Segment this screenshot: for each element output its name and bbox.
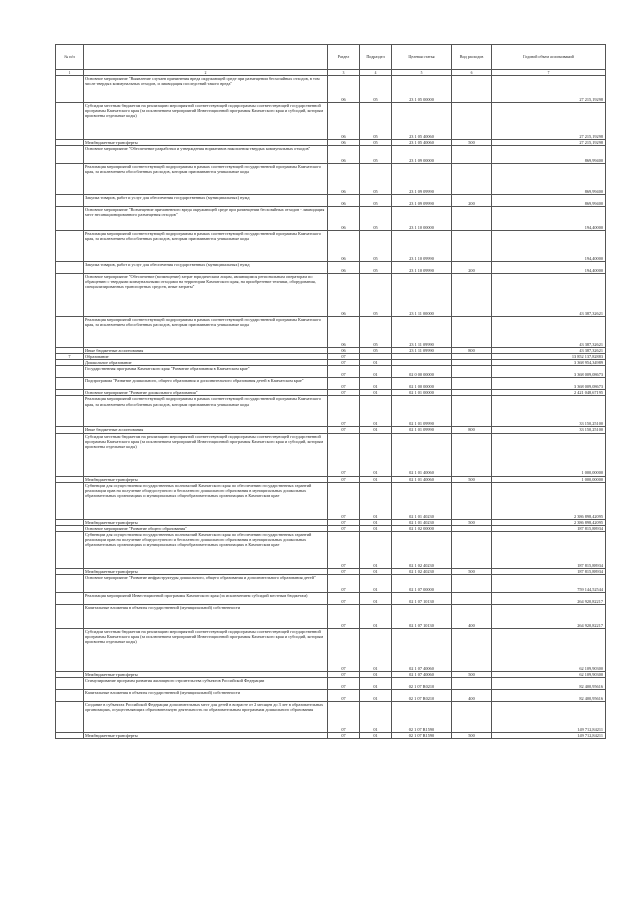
row-description: Подпрограмма "Развитие дошкольного, общего образования и дополнительного образования детей в Камчатском крае" xyxy=(84,378,328,390)
row-summa: 759 144,52544 xyxy=(492,574,606,592)
row-summa: 43 387,32621 xyxy=(492,317,606,348)
row-razdel: 07 xyxy=(328,476,360,482)
row-summa: 3 368 009,08673 xyxy=(492,378,606,390)
row-podrazdel: 05 xyxy=(360,317,392,348)
row-celevaya: 02 1 01 00000 xyxy=(392,390,452,396)
row-vid xyxy=(452,231,492,262)
colnum: 7 xyxy=(492,70,606,76)
table-row xyxy=(56,146,606,164)
row-vid xyxy=(452,317,492,348)
table-row xyxy=(56,592,606,604)
row-vid xyxy=(452,103,492,140)
row-description: Межбюджетные трансферты xyxy=(84,568,328,574)
table-row xyxy=(56,366,606,378)
row-summa: 264 920,82217 xyxy=(492,592,606,604)
table-row xyxy=(56,317,606,348)
row-vid xyxy=(452,482,492,519)
row-vid xyxy=(452,378,492,390)
row-celevaya: 02 1 01 09990 xyxy=(392,396,452,427)
row-number xyxy=(56,531,84,568)
row-summa: 3 368 009,08673 xyxy=(492,366,606,378)
row-number: 7 xyxy=(56,354,84,360)
row-description: Государственная программа Камчатского края "Развитие образования в Камчатском крае" xyxy=(84,366,328,378)
row-description: Основное мероприятие "Развитие общего образования" xyxy=(84,525,328,531)
row-podrazdel: 01 xyxy=(360,427,392,433)
row-vid: 500 xyxy=(452,733,492,739)
row-podrazdel: 01 xyxy=(360,360,392,366)
row-celevaya: 02 1 07 R1590 xyxy=(392,702,452,733)
row-vid xyxy=(452,366,492,378)
row-description: Субвенции для осуществления государственных полномочий Камчатского края по обеспечению государственных гарантий реализации прав на получение общедоступного и бесплатного дошкольного образования в муниципальных дошкольных образовательных организациях и муниципальных общеобразовательных организациях в Камчатском крае xyxy=(84,482,328,519)
row-podrazdel: 01 xyxy=(360,678,392,690)
row-description: Дошкольное образование xyxy=(84,360,328,366)
row-vid: 500 xyxy=(452,140,492,146)
row-description: Основное мероприятие "Возмещение причиненного вреда окружающей среде при размещении бесхозяйных отходов - ликвидация мест несанкционированного размещения отходов" xyxy=(84,207,328,231)
row-number xyxy=(56,678,84,690)
row-vid xyxy=(452,274,492,317)
row-vid xyxy=(452,207,492,231)
row-description: Субвенции для осуществления государственных полномочий Камчатского края по обеспечению государственных гарантий реализации прав на получение общедоступного и бесплатного дошкольного образования в муниципальных дошкольных образовательных организациях и муниципальных общеобразовательных организациях в Камчатском крае xyxy=(84,531,328,568)
row-number xyxy=(56,378,84,390)
row-number xyxy=(56,146,84,164)
row-podrazdel: 01 xyxy=(360,482,392,519)
row-description: Капитальные вложения в объекты государственной (муниципальной) собственности xyxy=(84,604,328,628)
table-row xyxy=(56,378,606,390)
row-podrazdel: 01 xyxy=(360,568,392,574)
row-razdel: 07 xyxy=(328,396,360,427)
table-row xyxy=(56,678,606,690)
row-razdel: 07 xyxy=(328,702,360,733)
row-description: Образование xyxy=(84,354,328,360)
row-podrazdel: 05 xyxy=(360,348,392,354)
row-summa: 869,99400 xyxy=(492,164,606,195)
row-number xyxy=(56,702,84,733)
row-celevaya: 02 1 01 40060 xyxy=(392,433,452,476)
row-summa: 194,40000 xyxy=(492,231,606,262)
row-summa: 82 400,95616 xyxy=(492,678,606,690)
row-razdel: 06 xyxy=(328,76,360,103)
colnum: 2 xyxy=(84,70,328,76)
row-razdel: 07 xyxy=(328,433,360,476)
row-razdel: 07 xyxy=(328,519,360,525)
row-vid xyxy=(452,574,492,592)
row-celevaya: 02 1 07 R1590 xyxy=(392,733,452,739)
row-number xyxy=(56,482,84,519)
row-vid: 200 xyxy=(452,262,492,274)
row-number xyxy=(56,396,84,427)
row-number xyxy=(56,574,84,592)
row-vid: 500 xyxy=(452,568,492,574)
row-number xyxy=(56,317,84,348)
row-vid xyxy=(452,678,492,690)
row-celevaya: 23 1 05 00000 xyxy=(392,76,452,103)
header-razdel: Раздел xyxy=(328,45,360,70)
table-row xyxy=(56,103,606,140)
row-number xyxy=(56,592,84,604)
row-podrazdel: 01 xyxy=(360,574,392,592)
row-celevaya: 02 1 07 R0210 xyxy=(392,678,452,690)
table-row xyxy=(56,690,606,702)
row-podrazdel: 01 xyxy=(360,476,392,482)
row-podrazdel: 01 xyxy=(360,525,392,531)
table-row xyxy=(56,433,606,476)
row-razdel: 07 xyxy=(328,592,360,604)
row-celevaya: 02 1 07 R0210 xyxy=(392,690,452,702)
row-summa: 194,40000 xyxy=(492,262,606,274)
row-razdel: 07 xyxy=(328,525,360,531)
row-vid: 400 xyxy=(452,604,492,628)
row-number xyxy=(56,604,84,628)
row-razdel: 06 xyxy=(328,317,360,348)
row-razdel: 07 xyxy=(328,690,360,702)
row-celevaya: 23 1 09 09990 xyxy=(392,195,452,207)
row-razdel: 07 xyxy=(328,628,360,671)
row-razdel: 07 xyxy=(328,360,360,366)
row-podrazdel: 05 xyxy=(360,140,392,146)
row-podrazdel: 01 xyxy=(360,390,392,396)
row-razdel: 07 xyxy=(328,568,360,574)
row-podrazdel: 05 xyxy=(360,103,392,140)
row-description: Субсидии местным бюджетам на реализацию мероприятий соответствующей подпрограммы соответствующей государственной программы Камчатского края (за исключением мероприятий Инвестиционной программы Камчатского края и субсидий, которым присвоены отдельные коды) xyxy=(84,433,328,476)
row-celevaya: 02 1 07 00000 xyxy=(392,574,452,592)
row-celevaya: 02 1 07 10130 xyxy=(392,592,452,604)
row-podrazdel: 05 xyxy=(360,207,392,231)
row-celevaya: 23 1 10 09990 xyxy=(392,262,452,274)
row-celevaya: 23 1 09 09990 xyxy=(392,164,452,195)
table-row xyxy=(56,702,606,733)
row-number xyxy=(56,231,84,262)
table-row xyxy=(56,604,606,628)
row-razdel: 06 xyxy=(328,195,360,207)
row-podrazdel: 05 xyxy=(360,164,392,195)
row-description: Реализация мероприятий соответствующей подпрограммы в рамках соответствующей государственной программы Камчатского края, за исключением обособленных расходов, которым присваиваются уникальные коды xyxy=(84,164,328,195)
row-podrazdel: 05 xyxy=(360,146,392,164)
row-vid xyxy=(452,396,492,427)
row-description: Стимулирование программ развития жилищного строительства субъектов Российской Федерации xyxy=(84,678,328,690)
row-description: Закупка товаров, работ и услуг для обеспечения государственных (муниципальных) нужд xyxy=(84,195,328,207)
row-razdel: 06 xyxy=(328,231,360,262)
row-summa: 43 387,32621 xyxy=(492,274,606,317)
row-summa: 27 215,19298 xyxy=(492,76,606,103)
row-vid xyxy=(452,76,492,103)
row-number xyxy=(56,262,84,274)
row-description: Иные бюджетные ассигнования xyxy=(84,348,328,354)
row-number xyxy=(56,433,84,476)
table-row xyxy=(56,482,606,519)
row-vid xyxy=(452,702,492,733)
row-summa: 187 815,88934 xyxy=(492,568,606,574)
row-podrazdel: 01 xyxy=(360,592,392,604)
row-razdel: 07 xyxy=(328,354,360,360)
row-celevaya: 02 1 02 00000 xyxy=(392,525,452,531)
table-row xyxy=(56,628,606,671)
row-razdel: 06 xyxy=(328,348,360,354)
row-number xyxy=(56,274,84,317)
row-number xyxy=(56,76,84,103)
row-podrazdel: 01 xyxy=(360,519,392,525)
row-number xyxy=(56,628,84,671)
row-celevaya: 23 1 10 09990 xyxy=(392,231,452,262)
row-razdel: 06 xyxy=(328,103,360,140)
row-description: Иные бюджетные ассигнования xyxy=(84,427,328,433)
row-number xyxy=(56,195,84,207)
row-summa: 82 400,95616 xyxy=(492,690,606,702)
row-summa: 13 852 137,82883 xyxy=(492,354,606,360)
row-podrazdel: 01 xyxy=(360,396,392,427)
row-podrazdel: 05 xyxy=(360,195,392,207)
row-summa: 3 368 954,34989 xyxy=(492,360,606,366)
table-body xyxy=(56,76,606,739)
row-razdel: 06 xyxy=(328,207,360,231)
row-summa: 869,99400 xyxy=(492,146,606,164)
row-celevaya: 02 1 01 40060 xyxy=(392,476,452,482)
row-razdel: 07 xyxy=(328,574,360,592)
row-celevaya: 02 1 02 40230 xyxy=(392,568,452,574)
row-podrazdel: 01 xyxy=(360,433,392,476)
colnum: 4 xyxy=(360,70,392,76)
row-description: Капитальные вложения в объекты государственной (муниципальной) собственности xyxy=(84,690,328,702)
row-summa: 149 712,84211 xyxy=(492,702,606,733)
row-description: Закупка товаров, работ и услуг для обеспечения государственных (муниципальных) нужд xyxy=(84,262,328,274)
table-row xyxy=(56,164,606,195)
row-razdel: 07 xyxy=(328,427,360,433)
row-summa: 187 815,88934 xyxy=(492,531,606,568)
row-description: Основное мероприятие "Выявление случаев причинения вреда окружающей среде при размещении бесхозяйных отходов, в том числе твердых коммунальных отходов, и ликвидация последствий такого вреда" xyxy=(84,76,328,103)
row-celevaya: 23 1 11 09990 xyxy=(392,348,452,354)
row-vid: 200 xyxy=(452,195,492,207)
table-row xyxy=(56,531,606,568)
row-description: Основное мероприятие "Развитие дошкольного образования" xyxy=(84,390,328,396)
row-description: Основное мероприятие "Развитие инфраструктуры дошкольного, общего образования и дополнительного образования детей" xyxy=(84,574,328,592)
table-row xyxy=(56,574,606,592)
row-razdel: 07 xyxy=(328,604,360,628)
row-description: Реализация мероприятий соответствующей подпрограммы в рамках соответствующей государственной программы Камчатского края, за исключением обособленных расходов, которым присваиваются уникальные коды xyxy=(84,317,328,348)
row-razdel: 07 xyxy=(328,531,360,568)
row-podrazdel: 01 xyxy=(360,378,392,390)
row-razdel: 07 xyxy=(328,482,360,519)
row-razdel: 07 xyxy=(328,378,360,390)
row-celevaya: 02 1 01 40230 xyxy=(392,482,452,519)
row-description: Основное мероприятие "Обеспечение разработки и утверждения нормативов накопления твердых коммунальных отходов" xyxy=(84,146,328,164)
row-celevaya: 02 1 01 09990 xyxy=(392,427,452,433)
row-vid xyxy=(452,146,492,164)
table-row xyxy=(56,396,606,427)
row-celevaya: 23 1 09 00000 xyxy=(392,146,452,164)
row-vid xyxy=(452,592,492,604)
row-razdel: 06 xyxy=(328,146,360,164)
colnum: 5 xyxy=(392,70,452,76)
header-row xyxy=(56,45,606,70)
row-celevaya: 02 1 02 40230 xyxy=(392,531,452,568)
row-razdel: 06 xyxy=(328,140,360,146)
row-number xyxy=(56,733,84,739)
row-celevaya: 02 1 01 40230 xyxy=(392,519,452,525)
row-description: Реализация мероприятий Инвестиционной программы Камчатского края (за исключением субсидий местным бюджетам) xyxy=(84,592,328,604)
row-razdel: 07 xyxy=(328,366,360,378)
row-number xyxy=(56,207,84,231)
row-vid xyxy=(452,628,492,671)
row-description: Реализация мероприятий соответствующей подпрограммы в рамках соответствующей государственной программы Камчатского края, за исключением обособленных расходов, которым присваиваются уникальные коды xyxy=(84,231,328,262)
row-summa: 33 150,25100 xyxy=(492,427,606,433)
row-podrazdel: 01 xyxy=(360,366,392,378)
header-name xyxy=(84,45,328,70)
row-razdel: 06 xyxy=(328,274,360,317)
table-row xyxy=(56,195,606,207)
row-vid xyxy=(452,433,492,476)
row-summa: 62 109,90300 xyxy=(492,671,606,677)
row-number xyxy=(56,366,84,378)
row-summa: 27 215,19298 xyxy=(492,140,606,146)
row-podrazdel: 01 xyxy=(360,702,392,733)
row-description: Межбюджетные трансферты xyxy=(84,733,328,739)
row-number xyxy=(56,690,84,702)
row-summa: 194,40000 xyxy=(492,207,606,231)
row-description: Субсидии местным бюджетам на реализацию мероприятий соответствующей подпрограммы соответствующей государственной программы Камчатского края (за исключением мероприятий Инвестиционной программы Камчатского края и субсидий, которым присвоены отдельные коды) xyxy=(84,103,328,140)
row-vid: 500 xyxy=(452,519,492,525)
row-celevaya: 02 1 07 10130 xyxy=(392,604,452,628)
row-podrazdel: 05 xyxy=(360,274,392,317)
row-summa: 62 109,90300 xyxy=(492,628,606,671)
row-vid: 800 xyxy=(452,348,492,354)
row-vid xyxy=(452,164,492,195)
table-row xyxy=(56,76,606,103)
row-summa: 869,99400 xyxy=(492,195,606,207)
row-summa: 43 387,32621 xyxy=(492,348,606,354)
row-celevaya: 23 1 05 40060 xyxy=(392,103,452,140)
row-summa: 2 386 898,42095 xyxy=(492,519,606,525)
row-vid: 500 xyxy=(452,671,492,677)
row-description: Основное мероприятие "Обеспечение (возмещение) затрат юридическим лицам, являющимся региональным операторам по обращению с твердыми коммунальными отходами на территории Камчатского края, на приобретение техники, оборудования, специализированных транспортных средств, иные затраты" xyxy=(84,274,328,317)
row-podrazdel: 01 xyxy=(360,604,392,628)
row-description: Субсидии местным бюджетам на реализацию мероприятий соответствующей подпрограммы соответствующей государственной программы Камчатского края (за исключением мероприятий Инвестиционной программы Камчатского края и субсидий, которым присвоены отдельные коды) xyxy=(84,628,328,671)
header-celevaya: Целевая статья xyxy=(392,45,452,70)
row-summa: 1 000,00000 xyxy=(492,476,606,482)
row-description: Межбюджетные трансферты xyxy=(84,140,328,146)
row-podrazdel: 01 xyxy=(360,628,392,671)
row-vid: 400 xyxy=(452,690,492,702)
budget-table xyxy=(55,44,606,739)
row-podrazdel: 01 xyxy=(360,531,392,568)
table-row xyxy=(56,262,606,274)
row-summa: 264 920,82217 xyxy=(492,604,606,628)
row-description: Межбюджетные трансферты xyxy=(84,519,328,525)
budget-sheet xyxy=(55,44,605,739)
row-celevaya: 23 1 05 40060 xyxy=(392,140,452,146)
row-podrazdel: 01 xyxy=(360,671,392,677)
row-podrazdel: 05 xyxy=(360,76,392,103)
row-summa: 27 215,19298 xyxy=(492,103,606,140)
row-vid xyxy=(452,531,492,568)
colnum: 6 xyxy=(452,70,492,76)
header-summa: Годовой объем ассигнований xyxy=(492,45,606,70)
row-vid: 800 xyxy=(452,427,492,433)
row-celevaya: 23 1 11 09990 xyxy=(392,317,452,348)
row-podrazdel: 01 xyxy=(360,690,392,702)
row-description: Межбюджетные трансферты xyxy=(84,671,328,677)
row-podrazdel: 05 xyxy=(360,231,392,262)
row-razdel: 07 xyxy=(328,390,360,396)
row-summa: 149 712,84211 xyxy=(492,733,606,739)
row-description: Межбюджетные трансферты xyxy=(84,476,328,482)
row-summa: 33 150,25100 xyxy=(492,396,606,427)
row-podrazdel: 05 xyxy=(360,262,392,274)
row-summa: 1 000,00000 xyxy=(492,433,606,476)
row-description: Создание в субъектах Российской Федерации дополнительных мест для детей в возрасте от 2 месяцев до 3 лет в образовательных организациях, осуществляющих образовательную деятельность по образовательным программам дошкольного образования xyxy=(84,702,328,733)
colnum: 1 xyxy=(56,70,84,76)
row-number xyxy=(56,103,84,140)
row-summa: 2 386 898,42095 xyxy=(492,482,606,519)
row-summa: 2 421 048,67195 xyxy=(492,390,606,396)
row-celevaya: 02 1 07 40060 xyxy=(392,628,452,671)
header-podrazdel: Подраздел xyxy=(360,45,392,70)
row-podrazdel: 01 xyxy=(360,733,392,739)
row-vid: 500 xyxy=(452,476,492,482)
row-celevaya: 02 0 00 00000 xyxy=(392,366,452,378)
row-razdel: 06 xyxy=(328,164,360,195)
table-row xyxy=(56,231,606,262)
row-celevaya: 23 1 10 00000 xyxy=(392,207,452,231)
row-celevaya: 02 1 00 00000 xyxy=(392,378,452,390)
colnum: 3 xyxy=(328,70,360,76)
row-celevaya: 23 1 11 00000 xyxy=(392,274,452,317)
table-row xyxy=(56,733,606,739)
row-razdel: 07 xyxy=(328,671,360,677)
row-celevaya: 02 1 07 40060 xyxy=(392,671,452,677)
row-number xyxy=(56,164,84,195)
row-razdel: 07 xyxy=(328,733,360,739)
table-row xyxy=(56,207,606,231)
row-razdel: 06 xyxy=(328,262,360,274)
table-row xyxy=(56,274,606,317)
row-summa: 187 815,88934 xyxy=(492,525,606,531)
header-num: № п/п xyxy=(56,45,84,70)
row-description: Реализация мероприятий соответствующей подпрограммы в рамках соответствующей государственной программы Камчатского края, за исключением обособленных расходов, которым присваиваются уникальные коды xyxy=(84,396,328,427)
header-vid: Вид расходов xyxy=(452,45,492,70)
row-razdel: 07 xyxy=(328,678,360,690)
